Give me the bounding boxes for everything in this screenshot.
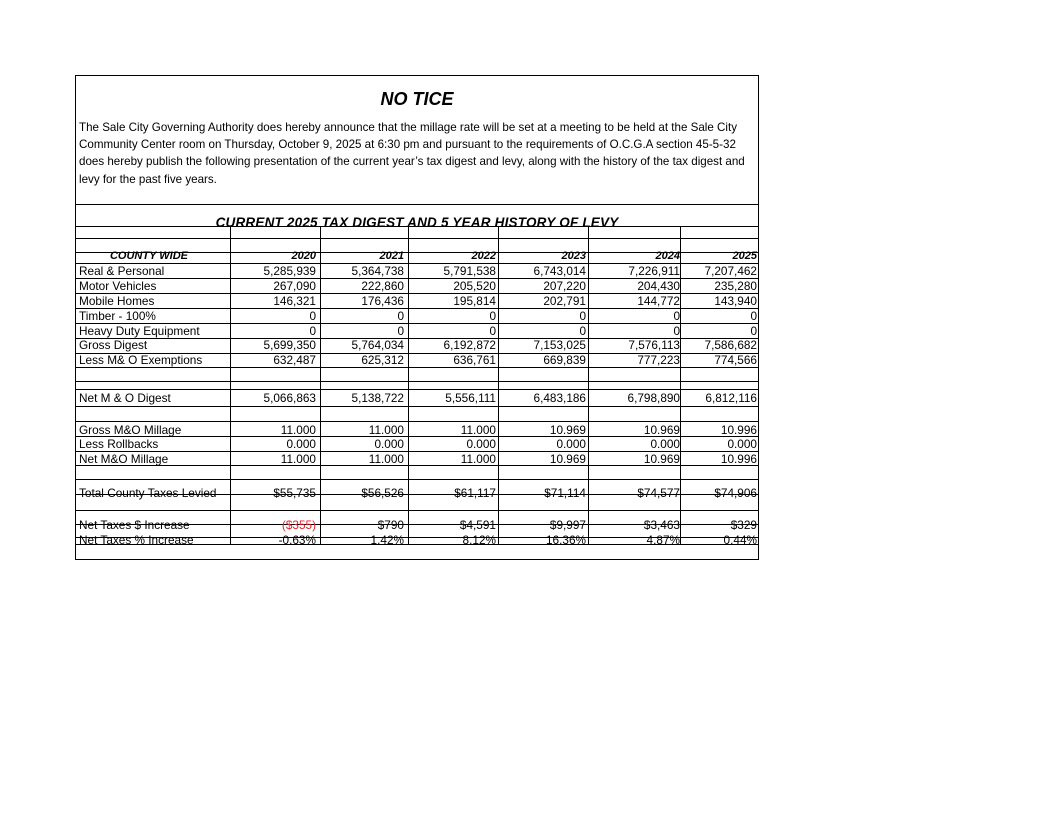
table-cell: 7,576,113 — [628, 338, 680, 352]
table-row-label: Heavy Duty Equipment — [79, 324, 200, 338]
table-cell: 11.000 — [460, 423, 496, 437]
notice-sheet — [75, 75, 759, 560]
table-cell: 0 — [673, 309, 680, 323]
table-row-label: Less Rollbacks — [79, 437, 159, 451]
row-rule — [76, 421, 758, 422]
table-cell: 5,285,939 — [263, 264, 316, 278]
table-cell: 7,153,025 — [533, 338, 586, 352]
table-cell: 0 — [489, 309, 496, 323]
table-row-label: Total County Taxes Levied — [79, 486, 217, 500]
table-cell: 10.969 — [549, 452, 586, 466]
table-cell: 10.996 — [720, 452, 757, 466]
table-cell: 0.000 — [556, 437, 586, 451]
table-cell: 0 — [397, 324, 404, 338]
table-cell: 143,940 — [714, 294, 757, 308]
table-cell: 8.12% — [462, 533, 496, 547]
table-cell: 10.969 — [549, 423, 586, 437]
column-header-year: 2022 — [471, 250, 496, 262]
row-rule — [76, 389, 758, 390]
table-cell: 6,798,890 — [627, 391, 680, 405]
table-cell: 204,430 — [637, 279, 680, 293]
column-header-year: 2021 — [379, 250, 404, 262]
row-rule — [76, 367, 758, 368]
table-cell: 10.969 — [643, 423, 680, 437]
column-divider — [758, 204, 759, 544]
table-cell: $71,114 — [544, 486, 586, 500]
table-row-label: Real & Personal — [79, 264, 165, 278]
table-row-label: Net M & O Digest — [79, 391, 171, 405]
table-row-label: Motor Vehicles — [79, 279, 157, 293]
column-divider — [588, 226, 589, 544]
table-cell: 195,814 — [453, 294, 496, 308]
column-header-year: 2025 — [732, 250, 757, 262]
table-cell: 0 — [750, 324, 757, 338]
table-cell: 267,090 — [273, 279, 316, 293]
table-cell: 11.000 — [460, 452, 496, 466]
table-cell: 625,312 — [361, 353, 404, 367]
column-divider — [498, 226, 499, 544]
table-cell: 207,220 — [543, 279, 586, 293]
table-cell: 0.000 — [466, 437, 496, 451]
notice-title: NO TICE — [380, 89, 454, 109]
table-cell: 5,764,034 — [351, 338, 404, 352]
table-cell: 16.36% — [545, 533, 586, 547]
table-cell: $74,577 — [637, 486, 680, 500]
row-rule — [76, 510, 758, 511]
column-header-label: COUNTY WIDE — [109, 250, 189, 262]
table-cell: 6,812,116 — [705, 391, 757, 405]
table-cell: 7,226,911 — [628, 264, 680, 278]
table-cell: 1.42% — [370, 533, 404, 547]
table-cell: 146,321 — [273, 294, 316, 308]
table-row-label: Timber - 100% — [79, 309, 156, 323]
table-cell: 6,483,186 — [533, 391, 586, 405]
table-cell: 5,556,111 — [445, 391, 496, 405]
row-rule — [76, 381, 758, 382]
table-row-label: Net Taxes $ Increase — [79, 518, 190, 532]
table-cell: 632,487 — [273, 353, 316, 367]
table-cell: 11.000 — [368, 423, 404, 437]
table-cell: 0 — [489, 324, 496, 338]
table-cell: 669,839 — [543, 353, 586, 367]
table-cell: 6,743,014 — [533, 264, 586, 278]
table-cell: 11.000 — [368, 452, 404, 466]
table-cell: 6,192,872 — [443, 338, 496, 352]
table-cell: 774,566 — [714, 353, 757, 367]
table-cell: 7,586,682 — [704, 338, 757, 352]
table-row-label: Gross M&O Millage — [79, 423, 182, 437]
table-cell: 7,207,462 — [704, 264, 757, 278]
table-rule — [76, 238, 758, 239]
table-row-label: Net M&O Millage — [79, 452, 169, 466]
table-cell: $9,997 — [549, 518, 586, 532]
table-row-label: Mobile Homes — [79, 294, 155, 308]
column-header-year: 2020 — [291, 250, 316, 262]
column-header-year: 2023 — [561, 250, 586, 262]
table-cell: -0.63% — [278, 533, 316, 547]
table-cell: 0.000 — [650, 437, 680, 451]
table-cell: $55,735 — [273, 486, 316, 500]
table-cell: $3,463 — [643, 518, 680, 532]
divider — [76, 204, 758, 205]
table-cell: $61,117 — [454, 486, 496, 500]
table-cell: 0 — [579, 309, 586, 323]
column-header-year: 2024 — [655, 250, 680, 262]
table-cell: 0.44% — [723, 533, 757, 547]
table-cell: 4.87% — [646, 533, 680, 547]
table-cell: 0.000 — [286, 437, 316, 451]
column-divider — [408, 226, 409, 544]
table-cell: 222,860 — [361, 279, 404, 293]
table-cell: $74,906 — [714, 486, 757, 500]
table-cell: 11.000 — [280, 423, 316, 437]
table-row-label: Net Taxes % Increase — [79, 533, 194, 547]
notice-body: The Sale City Governing Authority does hereby announce that the millage rate will be set at a meeting to be held at the Sale City Community Center room on Thursday, October 9, 2025 at 6:30 pm and pursuant to the requirements of O.C.G.A section 45-5-32 does hereby publish the following presentation of the current year’s tax digest and levy, along with the history of the tax digest and levy for the past five years. — [79, 121, 745, 186]
table-cell: 0 — [750, 309, 757, 323]
table-cell: 205,520 — [453, 279, 496, 293]
table-cell: 5,791,538 — [443, 264, 496, 278]
table-cell: 0.000 — [727, 437, 757, 451]
table-row-label: Less M& O Exemptions — [79, 353, 203, 367]
table-cell: $790 — [377, 518, 404, 532]
table-cell: 0 — [673, 324, 680, 338]
table-cell: 5,364,738 — [351, 264, 404, 278]
table-cell: 5,066,863 — [263, 391, 316, 405]
row-rule — [76, 406, 758, 407]
table-cell: $56,526 — [361, 486, 404, 500]
table-cell: 0 — [309, 309, 316, 323]
table-cell: 5,138,722 — [351, 391, 404, 405]
table-cell: 0 — [309, 324, 316, 338]
table-cell: 636,761 — [453, 353, 496, 367]
table-cell: 10.996 — [720, 423, 757, 437]
table-cell: 202,791 — [543, 294, 586, 308]
table-cell: 10.969 — [643, 452, 680, 466]
row-rule — [76, 479, 758, 480]
table-cell: 5,699,350 — [263, 338, 316, 352]
table-cell: $329 — [730, 518, 757, 532]
table-cell: 0 — [397, 309, 404, 323]
table-cell: 11.000 — [280, 452, 316, 466]
table-cell: 0 — [579, 324, 586, 338]
table-row-label: Gross Digest — [79, 338, 148, 352]
table-cell: 176,436 — [361, 294, 404, 308]
table-cell: 777,223 — [637, 353, 680, 367]
table-cell: $4,591 — [459, 518, 496, 532]
table-cell: 144,772 — [637, 294, 680, 308]
table-cell: 235,280 — [714, 279, 757, 293]
table-cell: ($355) — [281, 518, 316, 532]
table-cell: 0.000 — [374, 437, 404, 451]
table-title: CURRENT 2025 TAX DIGEST AND 5 YEAR HISTORY OF LEVY — [215, 215, 619, 230]
